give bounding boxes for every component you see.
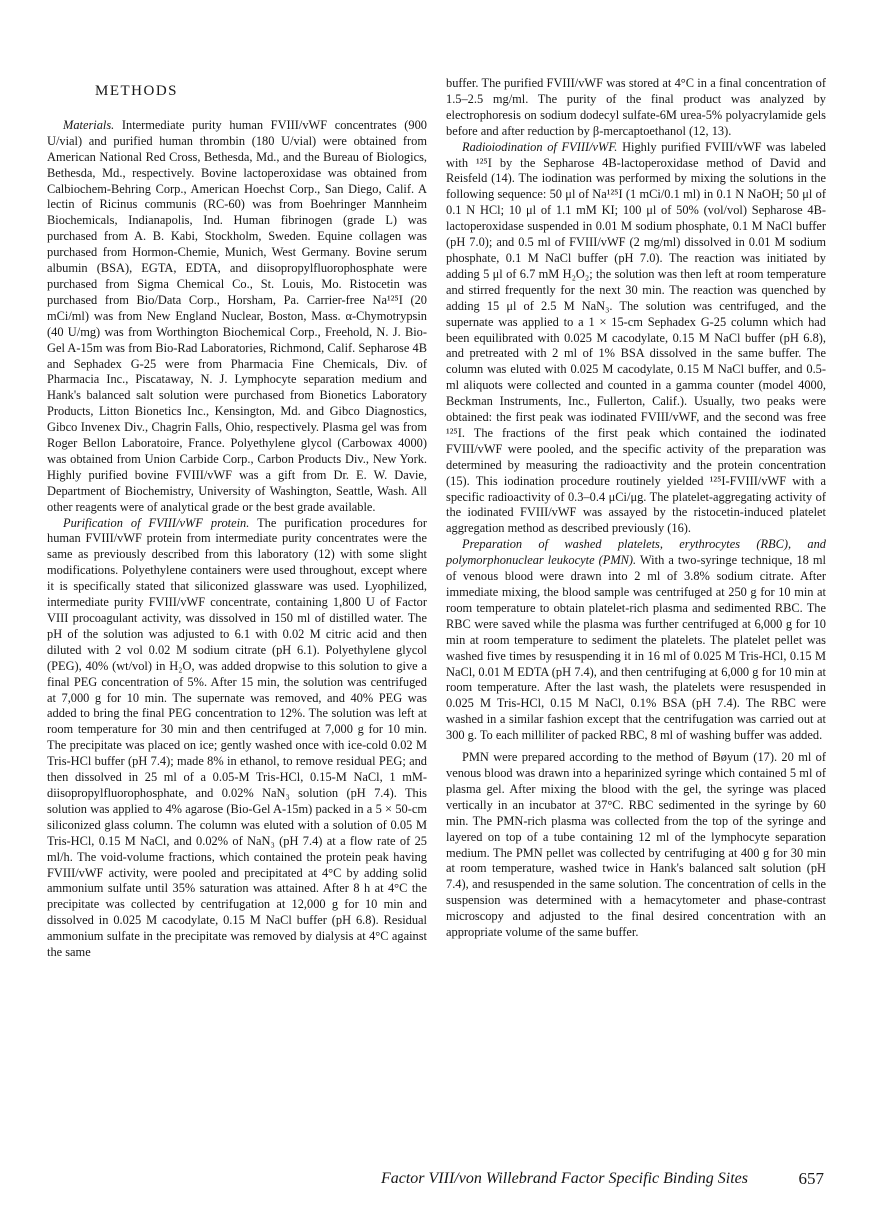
paragraph-radioiodination-text: Highly purified FVIII/vWF was labeled with ¹²⁵I by the Sepharose 4B-lactoperoxidase method of David and Reisfeld (14). The iodination was performed by mixing the solutions in the following sequence: 50 μl of Na¹²⁵I (1 mCi/0.1 ml) in 0.1 N NaOH; 50 μl of 0.1 N HCl; 10 μl of 1.1 mM KI; 100 μl of 50% (vol/vol) Sepharose 4B-lactoperoxidase suspended in 0.01 M sodium phosphate, 0.1 M NaCl buffer (pH 7.0); and 0.5 ml of FVIII/vWF (2 mg/ml) dissolved in 0.01 M sodium phosphate, 0.1 M NaCl buffer (pH 7.0). The reaction was initiated by adding 5 μl of 6.7 mM H₂O₂; the solution was then left at room temperature and stirred frequently for the next 30 min. The reaction was quenched by adding 15 μl of 2.5 M NaN₃. The solution was centrifuged, and the supernate was applied to a 1 × 15-cm Sephadex G-25 column which had been equilibrated with 0.025 M cacodylate, 0.15 M NaCl buffer (pH 6.8), and pretreated with 2 ml of 1% BSA dissolved in the same buffer. The column was eluted with 0.025 M cacodylate, 0.15 M NaCl buffer, and 0.5-ml aliquots were collected and counted in a gamma counter (model 4000, Beckman Instruments, Inc., Fullerton, Calif.). Usually, two peaks were obtained: the first peak was iodinated FVIII/vWF, and the second was free ¹²⁵I. The fractions of the first peak which contained the iodinated FVIII/vWF were pooled, and the specific activity of the preparation was determined by measuring the radioactivity and the protein concentration (15). This iodination procedure routinely yielded ¹²⁵I-FVIII/vWF with a specific radioactivity of 0.3–0.4 μCi/μg. The platelet-aggregating activity of the iodinated FVIII/vWF was assayed by the ristocetin-induced platelet aggregation method as described previously (16).	[446, 139, 826, 536]
paragraph-purification	[47, 516, 427, 961]
paragraph-preparation	[446, 537, 826, 744]
left-column	[47, 78, 427, 961]
run-in-head-materials: Materials.	[63, 117, 115, 132]
paragraph-purification-text: The purification procedures for human FVIII/vWF protein from intermediate purity concentrates were the same as previously described from this laboratory (12) with some slight modifications. Polyethylene containers were used throughout, except where it is specifically stated that siliconized glassware was used. Lyophilized, intermediate purity FVIII/vWF concentrate, containing 1,800 U of Factor VIII procoagulant activity, was dissolved in 150 ml of distilled water. The pH of the solution was adjusted to 6.1 with 0.02 M citric acid and then diluted with 2 vol 0.02 M sodium citrate (pH 6.1). Polyethylene glycol (PEG), 40% (wt/vol) in H₂O, was added dropwise to this solution to give a final PEG concentration of 5%. After 15 min, the solution was centrifuged at 7,000 g for 10 min. The supernate was removed, and 40% PEG was added to bring the final PEG concentration to 12%. The solution was left at room temperature for 30 min and then centrifuged at 7,000 g for 10 min. The precipitate was placed on ice; gently washed once with ice-cold 0.02 M Tris-HCl buffer (pH 7.4); made 8% in ethanol, to remove residual PEG; and then dissolved in 25 ml of a 0.05-M Tris-HCl, 0.15-M NaCl, 1 mM-diisopropylfluorophosphate, and 0.02% NaN₃ solution (pH 7.4). This solution was applied to 4% agarose (Bio-Gel A-15m) packed in a 5 × 50-cm siliconized glass column. The column was eluted with a solution of 0.05 M Tris-HCl, 0.15 M NaCl, and 0.02% of NaN₃ (pH 7.4) at a flow rate of 25 ml/h. The void-volume fractions, which contained the protein peak having FVIII/vWF activity, were pooled and precipitated at 4°C by adding solid ammonium sulfate until 35% saturation was attained. After 8 h at 4°C the precipitate was collected by centrifugation at 12,000 g for 10 min and dissolved in 0.025 M cacodylate, 0.15 M NaCl buffer (pH 6.8). Residual ammonium sulfate in the precipitate was removed by dialysis at 4°C against the same	[47, 515, 427, 960]
right-column	[446, 76, 826, 941]
running-title: Factor VIII/von Willebrand Factor Specific Binding Sites	[380, 1170, 748, 1187]
paragraph-preparation-text: With a two-syringe technique, 18 ml of venous blood were drawn into 2 ml of 3.8% sodium citrate. After immediate mixing, the blood sample was centrifuged at 250 g for 10 min at room temperature to obtain platelet-rich plasma and sedimented RBC. The RBC were saved while the plasma was further centrifuged at 6,000 g for 10 min at room temperature to sediment the platelets. The platelet pellet was washed five times by resuspending it in 16 ml of 0.025 M Tris-HCl, 0.15 M NaCl, 0.01 M EDTA (pH 7.4), and then centrifuging at 6,000 g for 10 min at room temperature. After the last wash, the platelets were resuspended in 0.025 M Tris-HCl, 0.15 M NaCl, 0.1% BSA (pH 7.4). The RBC were washed in a similar fashion except that the centrifugation was carried out at 300 g. To each milliliter of packed RBC, 8 ml of washing buffer was added.	[446, 553, 826, 743]
paragraph-pmn: PMN were prepared according to the method of Bøyum (17). 20 ml of venous blood was drawn into a heparinized syringe which contained 5 ml of plasma gel. After mixing the blood with the gel, the syringe was placed vertically in an incubator at 37°C. RBC sedimented in the syringe by 60 min. The PMN-rich plasma was collected from the top of the syringe and layered on top of a tube containing 12 ml of the lymphocyte separation medium. The PMN pellet was collected by centrifuging at 400 g for 30 min at room temperature, washed twice in Hank's balanced salt solution (pH 7.4), and resuspended in the same solution. The concentration of cells in the suspension was determined with a hemacytometer and phase-contrast microscopy and adjusted to the final desired concentration with an appropriate volume of the same buffer.	[446, 750, 826, 940]
run-in-head-preparation: Preparation of washed platelets, erythrocytes (RBC), and polymorphonuclear leukocyte (PMN).	[446, 537, 826, 568]
run-in-head-radioiodination: Radioiodination of FVIII/vWF.	[462, 139, 618, 154]
page-footer	[0, 1170, 880, 1192]
paragraph-radioiodination	[446, 140, 826, 538]
paragraph-purification-continued: buffer. The purified FVIII/vWF was stored at 4°C in a final concentration of 1.5–2.5 mg/ml. The purity of the final product was analyzed by electrophoresis on sodium dodecyl sulfate-6M urea-5% polyacrylamide gels before and after reduction by β-mercaptoethanol (12, 13).	[446, 76, 826, 138]
page-number: 657	[798, 1169, 824, 1188]
paragraph-materials	[47, 118, 427, 516]
section-heading-methods: METHODS	[95, 83, 179, 99]
run-in-head-purification: Purification of FVIII/vWF protein.	[63, 515, 250, 530]
paragraph-materials-text: Intermediate purity human FVIII/vWF concentrates (900 U/vial) and purified human thrombin (180 U/vial) were obtained from American National Red Cross, Bethesda, Md., and the Bureau of Biologics, Bethesda, Md., respectively. Bovine lactoperoxidase was obtained from Calbiochem-Behring Corp., American Hoechst Corp., San Diego, Calif. A lectin of Ricinus communis (RC-60) was from Boehringer Mannheim Biochemicals, Indianapolis, Ind. Human fibrinogen (grade L) was purchased from A. B. Kabi, Stockholm, Sweden. Equine collagen was purchased from Hormon-Chemie, Munich, West Germany. Bovine serum albumin (BSA), EGTA, EDTA, and diisopropylfluorophosphate were purchased from Sigma Chemical Co., St. Louis, Mo. Ristocetin was purchased from Bio/Data Corp., Horsham, Pa. Carrier-free Na¹²⁵I (20 mCi/ml) was from New England Nuclear, Boston, Mass. α-Chymotrypsin (40 U/mg) was from Worthington Biochemical Corp., Freehold, N. J. Bio-Gel A-15m was from Bio-Rad Laboratories, Richmond, Calif. Sepharose 4B and Sephadex G-25 were from Pharmacia Fine Chemicals, Div. of Pharmacia Inc., Piscataway, N. J. Lymphocyte separation medium and Hank's balanced salt solution were purchased from Bionetics Laboratory Products, Litton Bionetics Inc., Kensington, Md. and Gibco Diagnostics, Gibco Invenex Div., Chagrin Falls, Ohio, respectively. Plasma gel was from Roger Bellon Laboratoire, France. Polyethylene glycol (Carbowax 4000) was obtained from Union Carbide Corp., Carbon Products Div., New York. Highly purified bovine FVIII/vWF was a gift from Dr. E. W. Davie, Department of Biochemistry, University of Washington, Seattle, Wash. All other reagents were of analytical grade or the best grade available.	[47, 117, 427, 514]
